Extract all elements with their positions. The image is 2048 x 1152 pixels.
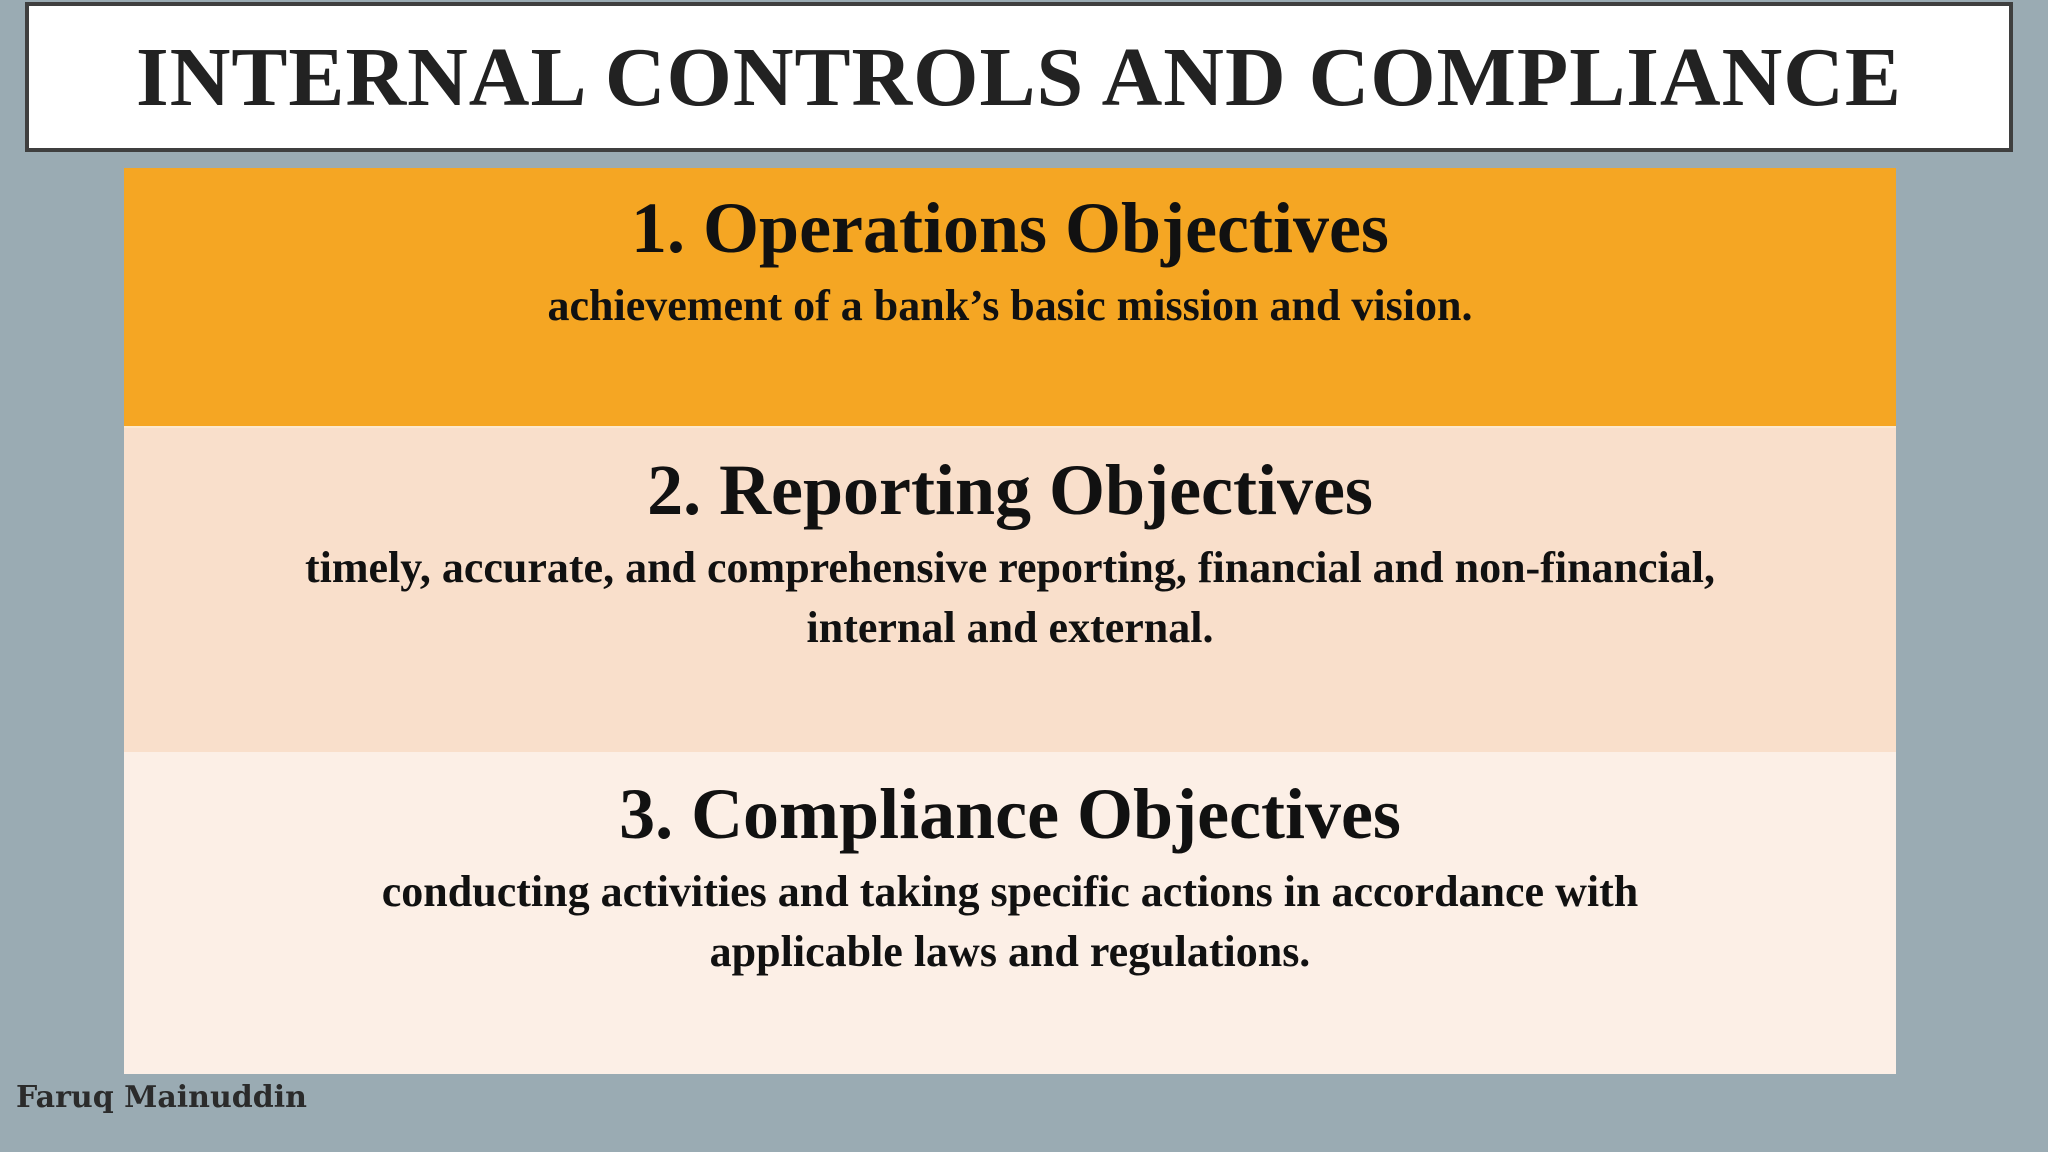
compliance-objectives-heading: 3. Compliance Objectives — [619, 774, 1401, 854]
operations-objectives-heading: 1. Operations Objectives — [631, 188, 1389, 268]
slide-title: INTERNAL CONTROLS AND COMPLIANCE — [136, 30, 1902, 124]
author-credit: Faruq Mainuddin — [16, 1080, 307, 1115]
operations-objectives-panel — [124, 168, 1896, 428]
operations-objectives-description: achievement of a bank’s basic mission and vision. — [547, 281, 1473, 330]
compliance-objectives-description: conducting activities and taking specific actions in accordance with applicable laws and regulations. — [381, 867, 1639, 976]
slide-title-box — [25, 2, 2013, 152]
reporting-objectives-description: timely, accurate, and comprehensive reporting, financial and non-financial, internal and external. — [304, 543, 1716, 652]
reporting-objectives-panel — [124, 428, 1896, 752]
reporting-objectives-heading: 2. Reporting Objectives — [647, 450, 1373, 530]
compliance-objectives-panel — [124, 752, 1896, 1074]
